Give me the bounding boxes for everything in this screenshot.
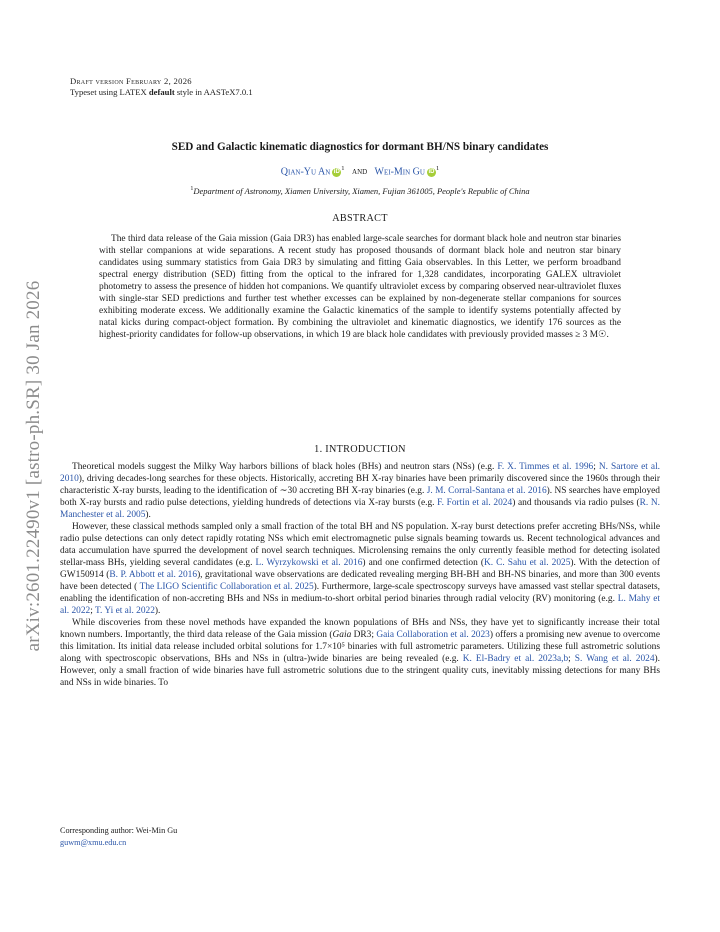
paragraph-text: ). With the detection of GW150914 (: [60, 558, 660, 580]
draft-version-line: Draft version February 2, 2026: [70, 76, 192, 86]
paragraph-text: ). Furthermore, large-scale spectroscopy surveys have amassed vast stellar spectral datasets, enabling the identification of non-accreting BHs and NSs in medium-to-short orbital period binaries through radial velocity (RV) monitoring (e.g.: [60, 582, 660, 604]
paper-title: SED and Galactic kinematic diagnostics for dormant BH/NS binary candidates: [171, 141, 549, 153]
typeset-prefix: Typeset using L: [70, 87, 125, 97]
citation-link[interactable]: L. Mahy et al. 2022: [60, 594, 660, 616]
paragraph-text: ) offers a promising new avenue to overcome this limitation. Its initial data release included orbital solutions for 1.7×10⁵ binaries with full astrometric parameters. Utilizing these full astrometric solutions along with spectroscopic observations, BHs and NSs in (ultra-)wide binaries are being revealed (e.g.: [60, 630, 660, 664]
citation-link[interactable]: F. X. Timmes et al. 1996: [497, 462, 594, 472]
paragraph-text: ), gravitational wave observations are dedicated revealing merging BH-BH and BH-NS binaries, and more than 300 events have been detected (: [60, 570, 660, 592]
typeset-line: [70, 87, 253, 98]
author-email-link[interactable]: guwm@xmu.edu.cn: [60, 838, 127, 847]
citation-link[interactable]: B. P. Abbott et al. 2016: [109, 570, 198, 580]
paragraph-text: ;: [568, 654, 575, 664]
author-affil-mark: 1: [435, 165, 440, 172]
paragraph-text: ) and thousands via radio pulses (: [512, 498, 640, 508]
citation-link[interactable]: R. N. Manchester et al. 2005: [60, 498, 661, 520]
preprint-header: [70, 76, 253, 98]
paragraph-text: However, these classical methods sampled only a small fraction of the total BH and NS population. X-ray burst detections prefer accreting BHs/NSs, while radio pulse detections can only detect rapidly rotating NSs which emit electromagnetic pulse signals beaming towards us. Recent technological advances and data accumulation have spurred the development of novel search techniques. Microlensing remains the only currently feasible method for detecting isolated stellar-mass BHs, yielding several candidates (e.g.: [60, 522, 660, 568]
typeset-latex: ATEX: [124, 87, 147, 97]
abstract-text: The third data release of the Gaia mission (Gaia DR3) has enabled large-scale searches for dormant black hole and neutron star binaries with stellar companions at wide separations. A recent study has proposed thousands of dormant black hole and neutron star binary candidates using summary statistics from Gaia DR3 by simulating and fitting Gaia observables. In this Letter, we perform broadband spectral energy distribution (SED) fitting from the optical to the infrared for 1,328 candidates, incorporating GALEX ultraviolet photometry to assess the presence of hidden hot companions. We quantify ultraviolet excess by comparing observed near-ultraviolet fluxes with single-star SED predictions and further test whether excesses can be explained by non-degenerate stellar companions for sources exhibiting moderate excess. We additionally examine the Galactic kinematics of the sample to identify systems potentially affected by natal kicks during compact-object formation. By combining the ultraviolet and kinematic diagnostics, we identify 176 sources as the highest-priority candidates for follow-up observations, in which 19 are black hole candidates with previously provided masses ≥ 3 M☉.: [99, 234, 621, 340]
citation-link[interactable]: S. Wang et al. 2024: [574, 654, 655, 664]
affiliation-number: 1: [190, 186, 194, 193]
section-heading-introduction: 1. INTRODUCTION: [314, 444, 406, 455]
author-list: [60, 165, 660, 177]
typeset-suffix: style in AASTeX7.0.1: [174, 87, 253, 97]
citation-link[interactable]: K. El-Badry et al. 2023a,b: [462, 654, 569, 664]
paragraph: [60, 617, 660, 689]
author-affil-mark: 1: [341, 165, 345, 172]
author-name[interactable]: Wei-Min Gu: [374, 166, 425, 178]
authors-separator: and: [352, 166, 368, 178]
arxiv-side-stamp: arXiv:2601.22490v1 [astro-ph.SR] 30 Jan 2026: [23, 280, 44, 652]
paragraph-text: ;: [593, 462, 599, 472]
paragraph-text: DR3;: [351, 630, 377, 640]
citation-link[interactable]: T. Yi et al. 2022: [95, 606, 155, 616]
paragraph: [60, 461, 660, 521]
paragraph-text: ).: [145, 510, 151, 520]
abstract-heading: ABSTRACT: [332, 213, 388, 224]
paragraph-text: ). However, only a small fraction of wide binaries have full astrometric solutions due to the stringent quality cuts, inevitably missing detections for many BHs and NSs in wide binaries. To: [60, 654, 660, 688]
paragraph-text: ) and one confirmed detection (: [362, 558, 484, 568]
citation-link[interactable]: K. C. Sahu et al. 2025: [483, 558, 571, 568]
citation-link[interactable]: Gaia Collaboration et al. 2023: [376, 630, 490, 640]
paragraph-text: ). NS searches have employed both X-ray bursts and radio pulse detections, yielding hundreds of detections via X-ray bursts (e.g.: [60, 486, 660, 508]
footnote: [60, 825, 177, 849]
citation-link[interactable]: J. M. Corral-Santana et al. 2016: [426, 486, 547, 496]
paragraph-text: ;: [90, 606, 95, 616]
paragraph-text: Gaia: [332, 630, 352, 640]
introduction-body: [60, 461, 660, 689]
citation-link[interactable]: The LIGO Scientific Collaboration et al. 2025: [139, 582, 314, 592]
orcid-icon[interactable]: iD: [428, 169, 435, 176]
affiliation: [60, 186, 660, 196]
corresponding-author: Corresponding author: Wei-Min Gu: [60, 826, 178, 835]
affiliation-text: Department of Astronomy, Xiamen University, Xiamen, Fujian 361005, People's Republic of China: [193, 186, 530, 196]
citation-link[interactable]: F. Fortin et al. 2024: [437, 498, 513, 508]
citation-link[interactable]: N. Sartore et al. 2010: [60, 462, 661, 484]
citation-link[interactable]: L. Wyrzykowski et al. 2016: [255, 558, 363, 568]
author-name[interactable]: Qian-Yu An: [280, 166, 331, 178]
paragraph-text: ).: [154, 606, 161, 616]
typeset-style-label: default: [148, 87, 175, 97]
paragraph: [60, 521, 660, 617]
orcid-icon[interactable]: iD: [333, 169, 340, 176]
paragraph-text: Theoretical models suggest the Milky Way harbors billions of black holes (BHs) and neutron stars (NSs) (e.g.: [72, 462, 498, 472]
paragraph-text: ), driving decades-long searches for these objects. Historically, accreting BH X-ray binaries have been primarily discovered since the 1960s through their characteristic X-ray bursts, leading to the identification of ∼30 accreting BH X-ray binaries (e.g.: [60, 474, 660, 496]
paragraph-text: While discoveries from these novel methods have expanded the known populations of BHs and NSs, they have yet to significantly increase their total known numbers. Importantly, the third data release of the Gaia mission (: [60, 618, 660, 640]
